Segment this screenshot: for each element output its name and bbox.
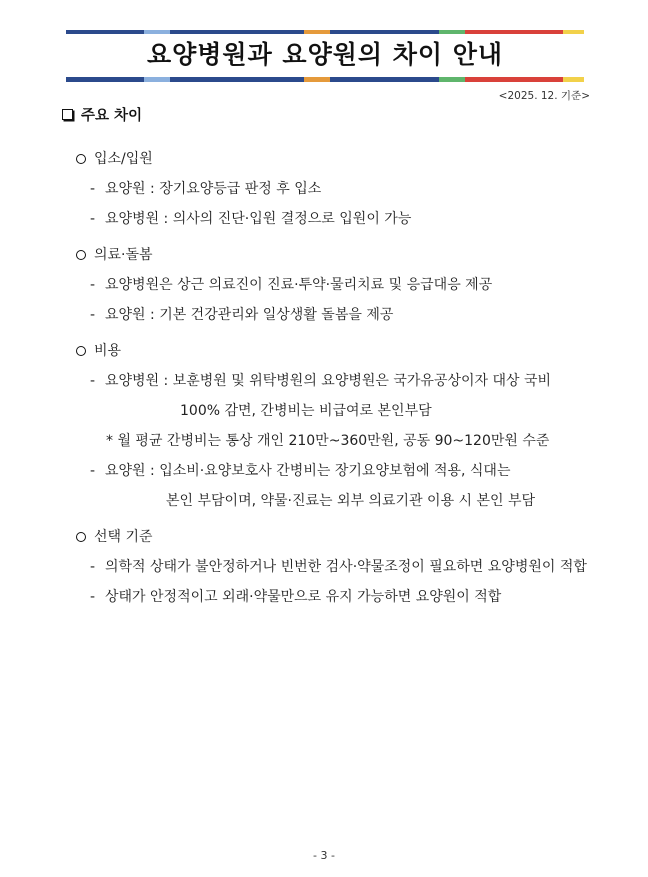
- dash-bullet: -: [90, 589, 96, 605]
- checkbox-square-icon: [62, 109, 73, 120]
- bar-segment: [330, 30, 439, 34]
- section-title: 주요 차이: [81, 108, 143, 124]
- list-item: [76, 174, 596, 204]
- list-item: [76, 552, 596, 582]
- group-title: 의료·돌봄: [94, 247, 153, 263]
- bottom-color-bar: [66, 77, 584, 82]
- group-heading: [76, 336, 596, 366]
- dash-bullet: -: [90, 277, 96, 293]
- page-number: - 3 -: [313, 849, 335, 862]
- group-cost: [76, 336, 596, 516]
- list-item-text: 요양원 : 장기요양등급 판정 후 입소: [105, 181, 322, 197]
- list-item-text: 요양원 : 기본 건강관리와 일상생활 돌봄을 제공: [105, 307, 394, 323]
- bar-segment: [563, 77, 584, 82]
- bar-segment: [144, 30, 170, 34]
- bar-segment: [563, 30, 584, 34]
- dash-bullet: -: [90, 463, 96, 479]
- dash-bullet: -: [90, 211, 96, 227]
- dash-bullet: -: [90, 307, 96, 323]
- list-item: [76, 300, 596, 330]
- group-title: 입소/입원: [94, 151, 153, 167]
- bar-segment: [170, 30, 305, 34]
- circle-bullet-icon: [76, 532, 86, 542]
- group-selection: [76, 522, 596, 612]
- bar-segment: [304, 77, 330, 82]
- bar-segment: [439, 30, 465, 34]
- bar-segment: [465, 77, 563, 82]
- list-item-text: 요양원 : 입소비·요양보호사 간병비는 장기요양보험에 적용, 식대는: [105, 463, 511, 479]
- section-heading: [62, 104, 142, 125]
- content-body: [76, 138, 596, 612]
- list-item-continuation: 100% 감면, 간병비는 비급여로 본인부담: [180, 403, 432, 419]
- page-title: 요양병원과 요양원의 차이 안내: [146, 40, 504, 69]
- circle-bullet-icon: [76, 154, 86, 164]
- list-item: [76, 456, 596, 486]
- group-heading: [76, 522, 596, 552]
- list-item: [76, 204, 596, 234]
- dash-bullet: -: [90, 373, 96, 389]
- bar-segment: [144, 77, 170, 82]
- circle-bullet-icon: [76, 346, 86, 356]
- group-heading: [76, 144, 596, 174]
- list-item: [76, 366, 596, 396]
- footnote: * 월 평균 간병비는 통상 개인 210만~360만원, 공동 90~120만원 수준: [106, 433, 550, 449]
- list-item-text: 요양병원 : 의사의 진단·입원 결정으로 입원이 가능: [105, 211, 412, 227]
- bar-segment: [170, 77, 305, 82]
- bar-segment: [66, 77, 144, 82]
- circle-bullet-icon: [76, 250, 86, 260]
- dash-bullet: -: [90, 181, 96, 197]
- list-item-text: 상태가 안정적이고 외래·약물만으로 유지 가능하면 요양원이 적합: [105, 589, 502, 605]
- bar-segment: [66, 30, 144, 34]
- group-title: 비용: [94, 343, 122, 359]
- group-admission: [76, 144, 596, 234]
- bar-segment: [439, 77, 465, 82]
- group-heading: [76, 240, 596, 270]
- list-item-continuation: 본인 부담이며, 약물·진료는 외부 의료기관 이용 시 본인 부담: [166, 493, 536, 509]
- list-item-text: 의학적 상태가 불안정하거나 빈번한 검사·약물조정이 필요하면 요양병원이 적합: [105, 559, 587, 575]
- bar-segment: [465, 30, 563, 34]
- reference-date: <2025. 12. 기준>: [498, 90, 590, 102]
- group-care: [76, 240, 596, 330]
- list-item-text: 요양병원 : 보훈병원 및 위탁병원의 요양병원은 국가유공상이자 대상 국비: [105, 373, 552, 389]
- top-color-bar: [66, 30, 584, 34]
- bar-segment: [304, 30, 330, 34]
- group-title: 선택 기준: [94, 529, 153, 545]
- list-item-text: 요양병원은 상근 의료진이 진료·투약·물리치료 및 응급대응 제공: [105, 277, 493, 293]
- dash-bullet: -: [90, 559, 96, 575]
- list-item: [76, 582, 596, 612]
- list-item: [76, 270, 596, 300]
- bar-segment: [330, 77, 439, 82]
